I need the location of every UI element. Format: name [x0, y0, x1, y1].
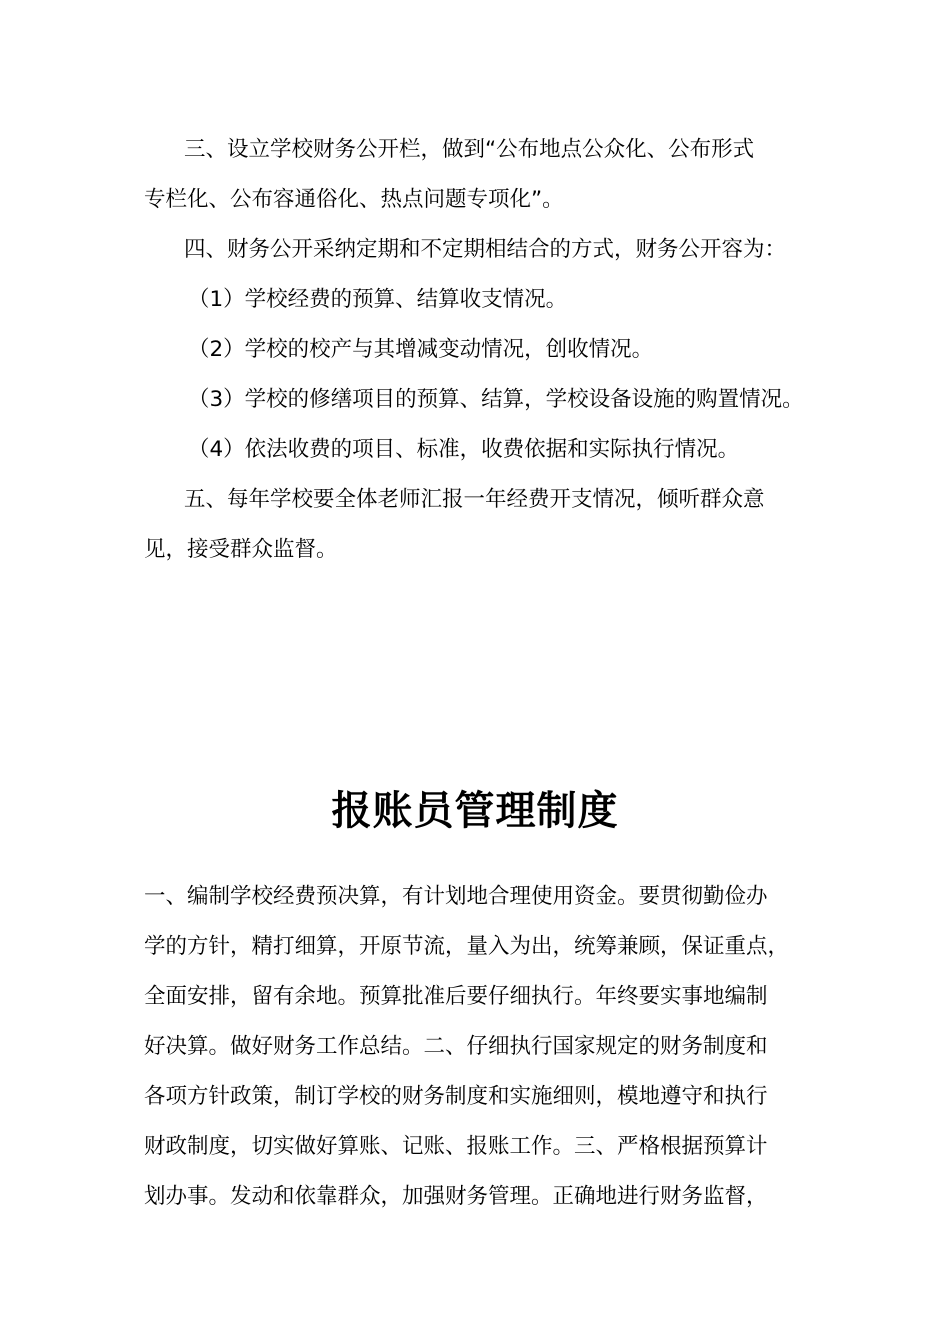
list-item: （4）依法收费的项目、标准，收费依据和实际执行情况。	[188, 437, 740, 462]
list-item: （3）学校的修缮项目的预算、结算，学校设备设施的购置情况。	[188, 387, 804, 412]
paragraph-line: 学的方针，精打细算，开原节流，量入为出，统筹兼顾，保证重点，	[144, 934, 790, 959]
paragraph-line: 划办事。发动和依靠群众，加强财务管理。正确地进行财务监督，	[144, 1184, 768, 1209]
list-item: （1）学校经费的预算、结算收支情况。	[188, 287, 568, 312]
paragraph-line: 好决算。做好财务工作总结。二、仔细执行国家规定的财务制度和	[144, 1034, 768, 1059]
paragraph-line: 全面安排，留有余地。预算批准后要仔细执行。年终要实事地编制	[144, 984, 768, 1009]
paragraph-line: 三、设立学校财务公开栏，做到“公布地点公众化、公布形式	[184, 137, 755, 162]
section-title: 报账员管理制度	[331, 788, 619, 834]
paragraph-line: 财政制度，切实做好算账、记账、报账工作。三、严格根据预算计	[144, 1134, 768, 1159]
paragraph-line: 各项方针政策，制订学校的财务制度和实施细则，模地遵守和执行	[144, 1084, 768, 1109]
paragraph-line: 四、财务公开采纳定期和不定期相结合的方式，财务公开容为：	[184, 237, 787, 262]
paragraph-line: 专栏化、公布容通俗化、热点问题专项化”。	[144, 187, 564, 212]
list-item: （2）学校的校产与其增减变动情况，创收情况。	[188, 337, 654, 362]
paragraph-line: 五、每年学校要全体老师汇报一年经费开支情况，倾听群众意	[184, 487, 765, 512]
paragraph-line: 一、编制学校经费预决算，有计划地合理使用资金。要贯彻勤俭办	[144, 884, 768, 909]
paragraph-line: 见，接受群众监督。	[144, 537, 338, 562]
